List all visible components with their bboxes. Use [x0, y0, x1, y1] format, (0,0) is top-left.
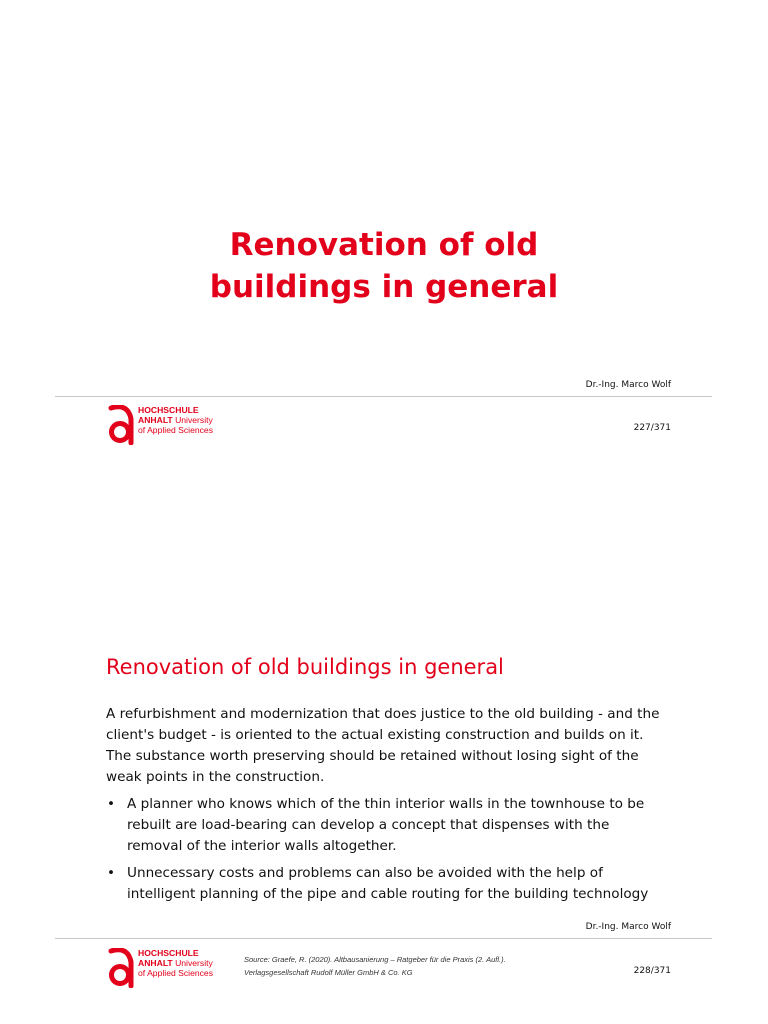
- logo-line-2-bold: ANHALT: [138, 415, 173, 425]
- page-number: 228/371: [633, 966, 671, 976]
- footer-divider: [55, 938, 712, 939]
- bullet-item: • Unnecessary costs and problems can also be avoided with the help of intelligent planning of the pipe and cable routing for the building technology: [106, 863, 666, 905]
- logo-a-icon: [106, 405, 136, 445]
- source-citation: [244, 953, 506, 979]
- bullet-item: • A planner who knows which of the thin interior walls in the townhouse to be rebuilt are load-bearing can develop a concept that dispenses with the removal of the interior walls altogether.: [106, 794, 666, 857]
- intro-paragraph: A refurbishment and modernization that does justice to the old building - and the client's budget - is oriented to the actual existing construction and builds on it. The substance worth preserving should be retained without losing sight of the weak points in the construction.: [106, 706, 660, 785]
- logo-line-3: of Applied Sciences: [138, 425, 214, 435]
- bullet-list: [106, 794, 666, 905]
- university-logo: [106, 948, 256, 988]
- page-number: 227/371: [633, 423, 671, 433]
- title-line-1: Renovation of old: [229, 227, 539, 263]
- logo-a-icon: [106, 948, 136, 988]
- slide-228: [0, 600, 768, 1024]
- author-name: Dr.-Ing. Marco Wolf: [585, 922, 671, 932]
- logo-line-1: HOCHSCHULE: [138, 948, 199, 958]
- author-name: Dr.-Ing. Marco Wolf: [585, 380, 671, 390]
- slide-title: [0, 224, 768, 308]
- logo-line-3: of Applied Sciences: [138, 968, 214, 978]
- slide-227: [0, 0, 768, 450]
- footer-divider: [55, 396, 712, 397]
- slide-body: [106, 704, 666, 911]
- slide-heading: Renovation of old buildings in general: [106, 655, 504, 679]
- logo-line-2-rest: University: [172, 415, 213, 425]
- logo-line-2-rest: University: [172, 958, 213, 968]
- title-line-2: buildings in general: [209, 269, 559, 305]
- logo-line-1: HOCHSCHULE: [138, 405, 199, 415]
- source-line-1: Source: Graefe, R. (2020). Altbausanierung – Ratgeber für die Praxis (2. Aufl.).: [244, 955, 506, 964]
- source-line-2: Verlagsgesellschaft Rudolf Müller GmbH & Co. KG: [244, 968, 413, 977]
- logo-line-2-bold: ANHALT: [138, 958, 173, 968]
- university-logo: [106, 405, 256, 445]
